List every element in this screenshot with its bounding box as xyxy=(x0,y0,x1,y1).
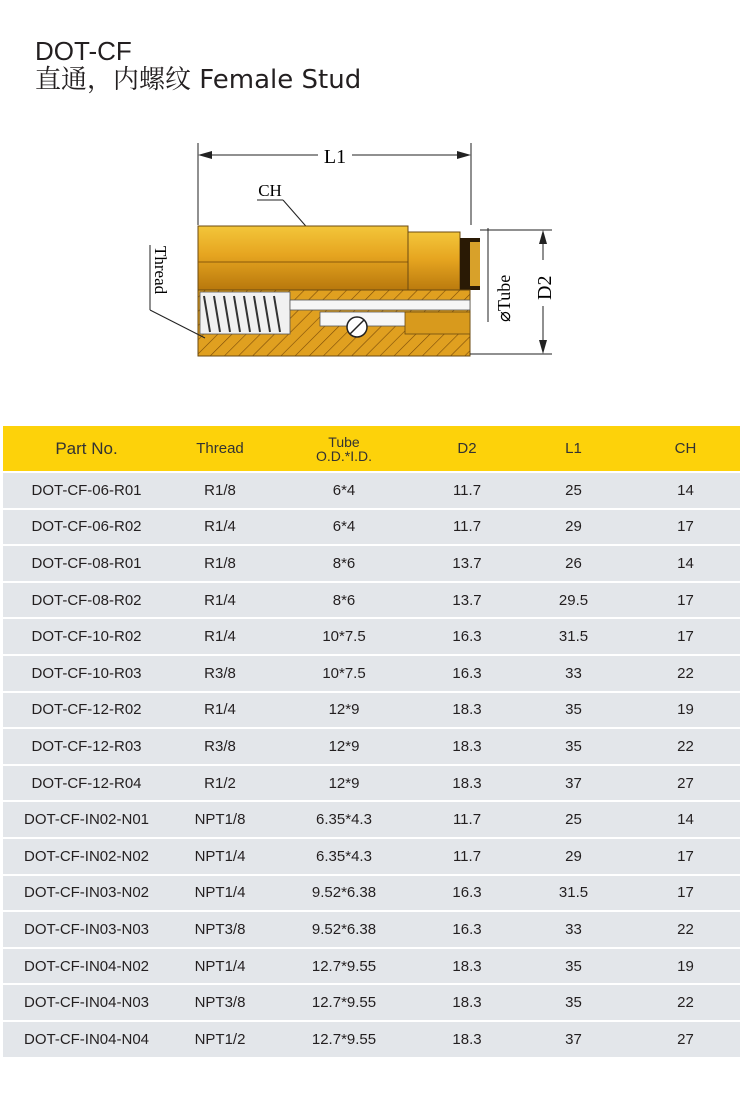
cell-l1: 31.5 xyxy=(516,875,631,912)
l1-label: L1 xyxy=(323,146,347,168)
cell-part-no: DOT-CF-IN04-N04 xyxy=(3,1021,170,1057)
cell-l1: 33 xyxy=(516,911,631,948)
table-row xyxy=(3,472,740,509)
cell-l1: 29.5 xyxy=(516,582,631,619)
cell-part-no: DOT-CF-IN04-N03 xyxy=(3,984,170,1021)
cell-l1: 29 xyxy=(516,509,631,546)
cell-tube: 9.52*6.38 xyxy=(270,875,418,912)
table-body xyxy=(3,472,740,1057)
cell-tube: 8*6 xyxy=(270,582,418,619)
cell-d2: 11.7 xyxy=(418,509,516,546)
cell-ch: 22 xyxy=(631,984,740,1021)
cell-d2: 16.3 xyxy=(418,875,516,912)
cell-ch: 27 xyxy=(631,765,740,802)
cell-l1: 37 xyxy=(516,765,631,802)
table-row xyxy=(3,911,740,948)
cell-d2: 18.3 xyxy=(418,948,516,985)
table-row xyxy=(3,692,740,729)
table-row xyxy=(3,545,740,582)
cell-thread: R1/8 xyxy=(170,545,270,582)
header-l1: L1 xyxy=(516,426,631,472)
cell-tube: 12*9 xyxy=(270,692,418,729)
header-ch: CH xyxy=(631,426,740,472)
cell-thread: NPT1/2 xyxy=(170,1021,270,1057)
cell-l1: 33 xyxy=(516,655,631,692)
cell-l1: 25 xyxy=(516,472,631,509)
cell-tube: 6*4 xyxy=(270,472,418,509)
cell-d2: 18.3 xyxy=(418,692,516,729)
ch-label: CH xyxy=(258,181,282,200)
cell-d2: 18.3 xyxy=(418,984,516,1021)
dimension-tube xyxy=(488,228,514,322)
table-row xyxy=(3,838,740,875)
cell-part-no: DOT-CF-08-R02 xyxy=(3,582,170,619)
table-row xyxy=(3,655,740,692)
cell-part-no: DOT-CF-IN02-N02 xyxy=(3,838,170,875)
cell-ch: 19 xyxy=(631,692,740,729)
cell-thread: NPT1/4 xyxy=(170,948,270,985)
cell-ch: 27 xyxy=(631,1021,740,1057)
cell-tube: 12.7*9.55 xyxy=(270,1021,418,1057)
cell-ch: 17 xyxy=(631,582,740,619)
cell-part-no: DOT-CF-12-R03 xyxy=(3,728,170,765)
product-title: DOT-CF xyxy=(35,36,132,66)
cell-part-no: DOT-CF-IN03-N03 xyxy=(3,911,170,948)
cell-d2: 13.7 xyxy=(418,582,516,619)
fitting-diagram xyxy=(120,130,580,370)
cell-l1: 35 xyxy=(516,728,631,765)
cell-ch: 17 xyxy=(631,618,740,655)
cell-tube: 12.7*9.55 xyxy=(270,948,418,985)
dimension-l1 xyxy=(198,143,471,225)
cell-part-no: DOT-CF-10-R03 xyxy=(3,655,170,692)
cell-tube: 8*6 xyxy=(270,545,418,582)
cell-part-no: DOT-CF-12-R02 xyxy=(3,692,170,729)
table-row xyxy=(3,984,740,1021)
cell-tube: 10*7.5 xyxy=(270,655,418,692)
cell-d2: 16.3 xyxy=(418,618,516,655)
cell-ch: 14 xyxy=(631,472,740,509)
table-row xyxy=(3,1021,740,1057)
cell-l1: 29 xyxy=(516,838,631,875)
cell-tube: 6*4 xyxy=(270,509,418,546)
cell-ch: 22 xyxy=(631,911,740,948)
cell-part-no: DOT-CF-IN04-N02 xyxy=(3,948,170,985)
header-thread: Thread xyxy=(170,426,270,472)
cell-tube: 6.35*4.3 xyxy=(270,838,418,875)
cell-d2: 18.3 xyxy=(418,728,516,765)
cell-l1: 26 xyxy=(516,545,631,582)
cell-part-no: DOT-CF-06-R02 xyxy=(3,509,170,546)
cell-tube: 12*9 xyxy=(270,728,418,765)
cell-ch: 17 xyxy=(631,838,740,875)
cell-thread: NPT1/4 xyxy=(170,875,270,912)
cell-part-no: DOT-CF-08-R01 xyxy=(3,545,170,582)
cell-thread: R1/4 xyxy=(170,509,270,546)
specification-table xyxy=(3,426,740,1057)
cell-d2: 11.7 xyxy=(418,838,516,875)
header-part-no: Part No. xyxy=(3,426,170,472)
cell-ch: 17 xyxy=(631,875,740,912)
cell-thread: R3/8 xyxy=(170,655,270,692)
cell-l1: 25 xyxy=(516,801,631,838)
cell-d2: 16.3 xyxy=(418,655,516,692)
cell-tube: 6.35*4.3 xyxy=(270,801,418,838)
dimension-thread xyxy=(150,245,205,338)
cell-part-no: DOT-CF-IN03-N02 xyxy=(3,875,170,912)
cell-l1: 35 xyxy=(516,984,631,1021)
cell-d2: 13.7 xyxy=(418,545,516,582)
cell-part-no: DOT-CF-06-R01 xyxy=(3,472,170,509)
cell-thread: NPT3/8 xyxy=(170,984,270,1021)
cell-ch: 22 xyxy=(631,655,740,692)
thread-section xyxy=(200,292,290,334)
cell-part-no: DOT-CF-10-R02 xyxy=(3,618,170,655)
table-row xyxy=(3,801,740,838)
cell-tube: 9.52*6.38 xyxy=(270,911,418,948)
cell-tube: 10*7.5 xyxy=(270,618,418,655)
cell-tube: 12.7*9.55 xyxy=(270,984,418,1021)
table-row xyxy=(3,948,740,985)
d2-label: D2 xyxy=(534,275,556,300)
table-row xyxy=(3,509,740,546)
cell-l1: 35 xyxy=(516,948,631,985)
table-row xyxy=(3,618,740,655)
table-row xyxy=(3,582,740,619)
cell-l1: 35 xyxy=(516,692,631,729)
cell-thread: R1/4 xyxy=(170,692,270,729)
header-tube-line2: O.D.*I.D. xyxy=(315,447,372,464)
cell-thread: R1/2 xyxy=(170,765,270,802)
cell-l1: 37 xyxy=(516,1021,631,1057)
table-row xyxy=(3,765,740,802)
cell-d2: 11.7 xyxy=(418,801,516,838)
cell-d2: 18.3 xyxy=(418,1021,516,1057)
cell-tube: 12*9 xyxy=(270,765,418,802)
product-subtitle: 直通，内螺纹 Female Stud xyxy=(35,65,362,95)
cell-part-no: DOT-CF-IN02-N01 xyxy=(3,801,170,838)
cell-thread: NPT1/8 xyxy=(170,801,270,838)
cell-thread: R3/8 xyxy=(170,728,270,765)
header-tube-line1: Tube xyxy=(328,433,360,450)
table-header-row xyxy=(3,426,740,472)
thread-label: Thread xyxy=(151,246,170,295)
tube-label: ⌀Tube xyxy=(494,274,514,322)
cell-ch: 22 xyxy=(631,728,740,765)
cell-l1: 31.5 xyxy=(516,618,631,655)
cell-ch: 14 xyxy=(631,545,740,582)
header-d2: D2 xyxy=(418,426,516,472)
cell-ch: 19 xyxy=(631,948,740,985)
cell-thread: NPT1/4 xyxy=(170,838,270,875)
cell-thread: NPT3/8 xyxy=(170,911,270,948)
cell-part-no: DOT-CF-12-R04 xyxy=(3,765,170,802)
table-row xyxy=(3,875,740,912)
cell-d2: 16.3 xyxy=(418,911,516,948)
cell-ch: 17 xyxy=(631,509,740,546)
cell-ch: 14 xyxy=(631,801,740,838)
cell-thread: R1/4 xyxy=(170,618,270,655)
cell-d2: 11.7 xyxy=(418,472,516,509)
header-tube xyxy=(270,426,418,472)
cell-thread: R1/4 xyxy=(170,582,270,619)
cell-thread: R1/8 xyxy=(170,472,270,509)
table-row xyxy=(3,728,740,765)
cell-d2: 18.3 xyxy=(418,765,516,802)
